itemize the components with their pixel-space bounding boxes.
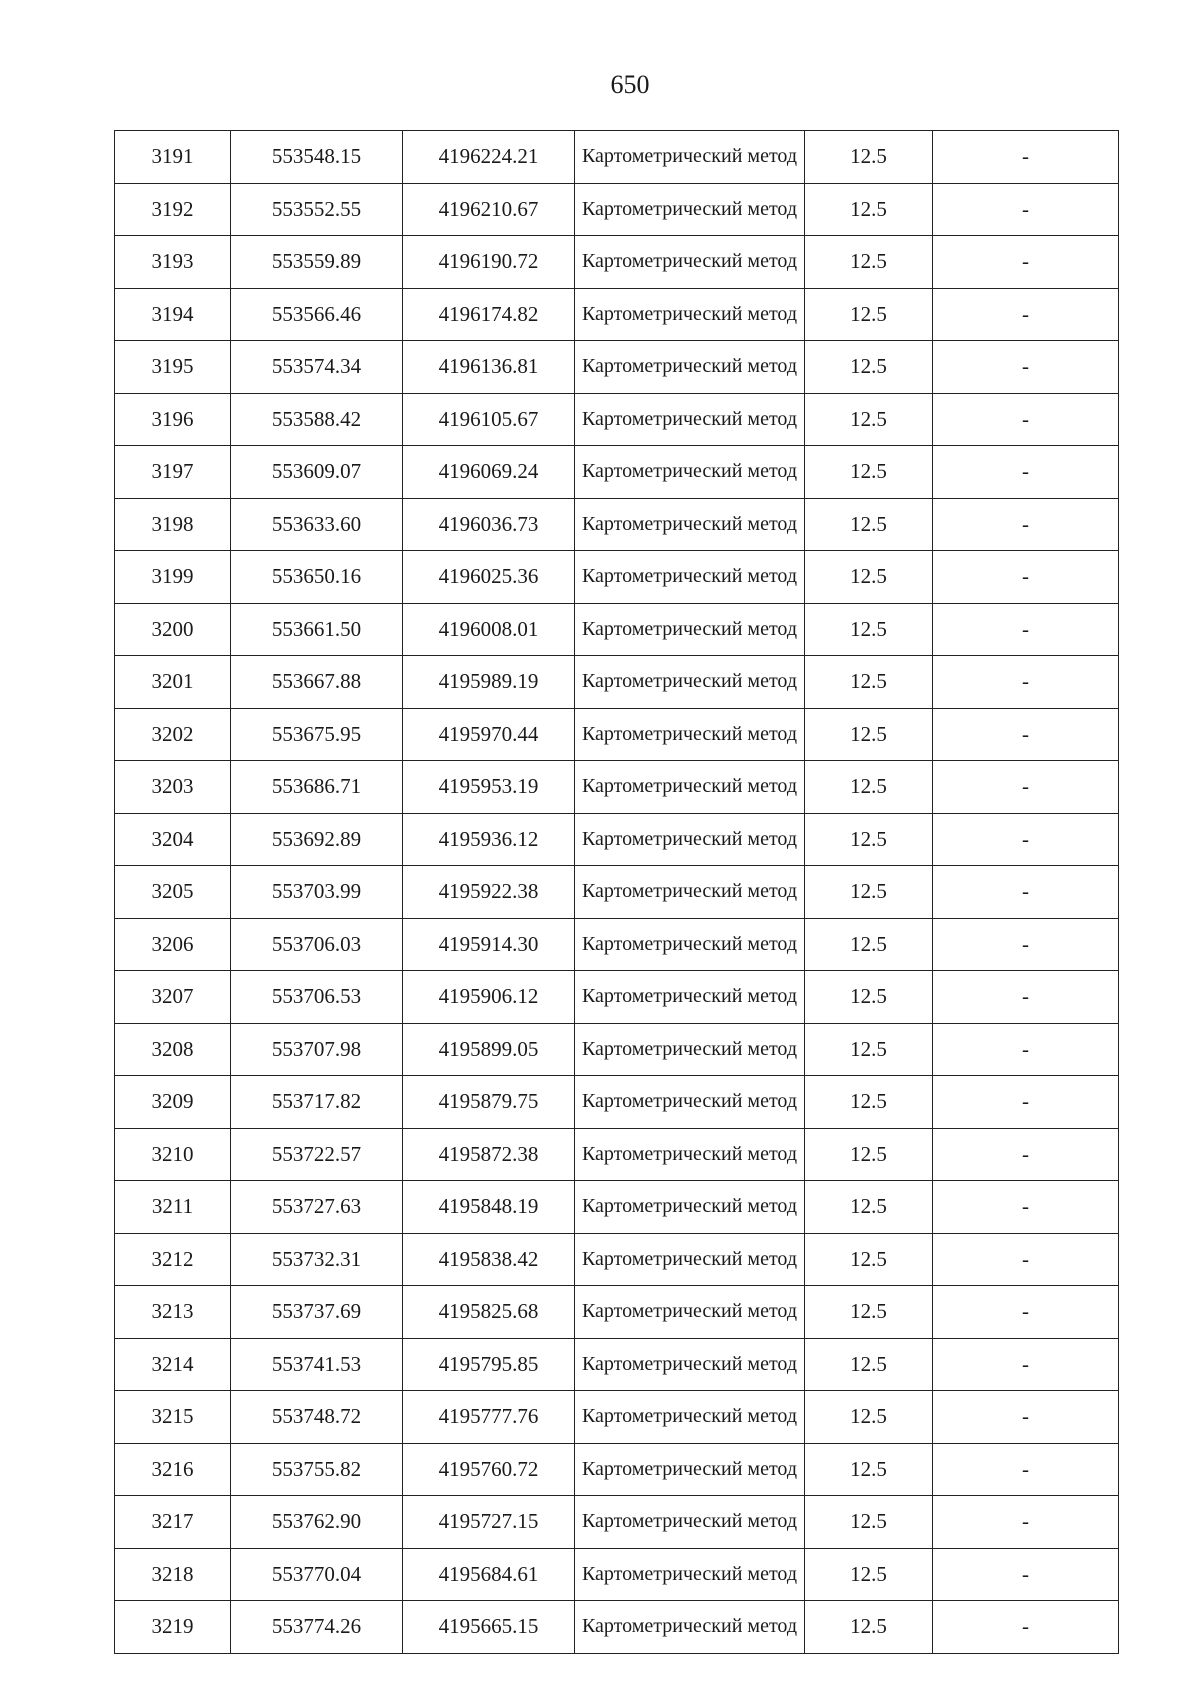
- method-cell: Картометрический метод: [575, 1076, 805, 1129]
- table-row: [115, 1391, 1119, 1444]
- point-number-cell: 3205: [115, 866, 231, 919]
- note-cell: -: [933, 1076, 1119, 1129]
- x-coordinate-cell: 553609.07: [231, 446, 403, 499]
- table-row: [115, 971, 1119, 1024]
- table-row: [115, 341, 1119, 394]
- table-row: [115, 656, 1119, 709]
- x-coordinate-cell: 553770.04: [231, 1548, 403, 1601]
- x-coordinate-cell: 553706.03: [231, 918, 403, 971]
- x-coordinate-cell: 553686.71: [231, 761, 403, 814]
- accuracy-cell: 12.5: [805, 131, 933, 184]
- y-coordinate-cell: 4196210.67: [403, 183, 575, 236]
- x-coordinate-cell: 553650.16: [231, 551, 403, 604]
- accuracy-cell: 12.5: [805, 1548, 933, 1601]
- x-coordinate-cell: 553667.88: [231, 656, 403, 709]
- y-coordinate-cell: 4195848.19: [403, 1181, 575, 1234]
- method-cell: Картометрический метод: [575, 1601, 805, 1654]
- y-coordinate-cell: 4195989.19: [403, 656, 575, 709]
- note-cell: -: [933, 603, 1119, 656]
- y-coordinate-cell: 4195795.85: [403, 1338, 575, 1391]
- x-coordinate-cell: 553706.53: [231, 971, 403, 1024]
- point-number-cell: 3203: [115, 761, 231, 814]
- method-cell: Картометрический метод: [575, 1548, 805, 1601]
- table-row: [115, 813, 1119, 866]
- y-coordinate-cell: 4195970.44: [403, 708, 575, 761]
- y-coordinate-cell: 4195872.38: [403, 1128, 575, 1181]
- point-number-cell: 3194: [115, 288, 231, 341]
- accuracy-cell: 12.5: [805, 918, 933, 971]
- table-row: [115, 1496, 1119, 1549]
- method-cell: Картометрический метод: [575, 866, 805, 919]
- note-cell: -: [933, 236, 1119, 289]
- y-coordinate-cell: 4195906.12: [403, 971, 575, 1024]
- y-coordinate-cell: 4196174.82: [403, 288, 575, 341]
- table-row: [115, 1128, 1119, 1181]
- note-cell: -: [933, 918, 1119, 971]
- accuracy-cell: 12.5: [805, 1181, 933, 1234]
- table-row: [115, 183, 1119, 236]
- point-number-cell: 3208: [115, 1023, 231, 1076]
- note-cell: -: [933, 1338, 1119, 1391]
- point-number-cell: 3198: [115, 498, 231, 551]
- note-cell: -: [933, 761, 1119, 814]
- table-row: [115, 761, 1119, 814]
- table-row: [115, 288, 1119, 341]
- x-coordinate-cell: 553741.53: [231, 1338, 403, 1391]
- coordinates-table: [114, 130, 1119, 1654]
- accuracy-cell: 12.5: [805, 1023, 933, 1076]
- note-cell: -: [933, 551, 1119, 604]
- accuracy-cell: 12.5: [805, 708, 933, 761]
- note-cell: -: [933, 183, 1119, 236]
- x-coordinate-cell: 553774.26: [231, 1601, 403, 1654]
- note-cell: -: [933, 1443, 1119, 1496]
- x-coordinate-cell: 553548.15: [231, 131, 403, 184]
- method-cell: Картометрический метод: [575, 761, 805, 814]
- table-row: [115, 918, 1119, 971]
- x-coordinate-cell: 553675.95: [231, 708, 403, 761]
- table-row: [115, 498, 1119, 551]
- table-body: [115, 131, 1119, 1654]
- x-coordinate-cell: 553722.57: [231, 1128, 403, 1181]
- method-cell: Картометрический метод: [575, 1286, 805, 1339]
- point-number-cell: 3201: [115, 656, 231, 709]
- table-row: [115, 551, 1119, 604]
- accuracy-cell: 12.5: [805, 341, 933, 394]
- accuracy-cell: 12.5: [805, 183, 933, 236]
- x-coordinate-cell: 553559.89: [231, 236, 403, 289]
- x-coordinate-cell: 553755.82: [231, 1443, 403, 1496]
- method-cell: Картометрический метод: [575, 1233, 805, 1286]
- point-number-cell: 3209: [115, 1076, 231, 1129]
- table-row: [115, 1338, 1119, 1391]
- y-coordinate-cell: 4195727.15: [403, 1496, 575, 1549]
- point-number-cell: 3200: [115, 603, 231, 656]
- method-cell: Картометрический метод: [575, 551, 805, 604]
- x-coordinate-cell: 553588.42: [231, 393, 403, 446]
- point-number-cell: 3191: [115, 131, 231, 184]
- method-cell: Картометрический метод: [575, 1023, 805, 1076]
- note-cell: -: [933, 813, 1119, 866]
- table-row: [115, 708, 1119, 761]
- y-coordinate-cell: 4196069.24: [403, 446, 575, 499]
- x-coordinate-cell: 553661.50: [231, 603, 403, 656]
- table-row: [115, 866, 1119, 919]
- y-coordinate-cell: 4195684.61: [403, 1548, 575, 1601]
- point-number-cell: 3204: [115, 813, 231, 866]
- point-number-cell: 3217: [115, 1496, 231, 1549]
- method-cell: Картометрический метод: [575, 288, 805, 341]
- point-number-cell: 3219: [115, 1601, 231, 1654]
- table-row: [115, 1286, 1119, 1339]
- y-coordinate-cell: 4196105.67: [403, 393, 575, 446]
- y-coordinate-cell: 4196224.21: [403, 131, 575, 184]
- x-coordinate-cell: 553727.63: [231, 1181, 403, 1234]
- y-coordinate-cell: 4195838.42: [403, 1233, 575, 1286]
- method-cell: Картометрический метод: [575, 918, 805, 971]
- table-row: [115, 446, 1119, 499]
- x-coordinate-cell: 553574.34: [231, 341, 403, 394]
- method-cell: Картометрический метод: [575, 1338, 805, 1391]
- table-row: [115, 131, 1119, 184]
- accuracy-cell: 12.5: [805, 1443, 933, 1496]
- accuracy-cell: 12.5: [805, 971, 933, 1024]
- point-number-cell: 3207: [115, 971, 231, 1024]
- note-cell: -: [933, 1496, 1119, 1549]
- note-cell: -: [933, 866, 1119, 919]
- accuracy-cell: 12.5: [805, 393, 933, 446]
- point-number-cell: 3210: [115, 1128, 231, 1181]
- accuracy-cell: 12.5: [805, 1601, 933, 1654]
- method-cell: Картометрический метод: [575, 1128, 805, 1181]
- method-cell: Картометрический метод: [575, 971, 805, 1024]
- accuracy-cell: 12.5: [805, 1338, 933, 1391]
- accuracy-cell: 12.5: [805, 1286, 933, 1339]
- table-row: [115, 1548, 1119, 1601]
- y-coordinate-cell: 4196025.36: [403, 551, 575, 604]
- accuracy-cell: 12.5: [805, 446, 933, 499]
- y-coordinate-cell: 4195777.76: [403, 1391, 575, 1444]
- point-number-cell: 3193: [115, 236, 231, 289]
- note-cell: -: [933, 1601, 1119, 1654]
- point-number-cell: 3215: [115, 1391, 231, 1444]
- point-number-cell: 3202: [115, 708, 231, 761]
- method-cell: Картометрический метод: [575, 393, 805, 446]
- y-coordinate-cell: 4196136.81: [403, 341, 575, 394]
- x-coordinate-cell: 553748.72: [231, 1391, 403, 1444]
- method-cell: Картометрический метод: [575, 656, 805, 709]
- note-cell: -: [933, 341, 1119, 394]
- accuracy-cell: 12.5: [805, 761, 933, 814]
- x-coordinate-cell: 553717.82: [231, 1076, 403, 1129]
- table-row: [115, 603, 1119, 656]
- accuracy-cell: 12.5: [805, 1391, 933, 1444]
- note-cell: -: [933, 1128, 1119, 1181]
- method-cell: Картометрический метод: [575, 813, 805, 866]
- table-row: [115, 1233, 1119, 1286]
- table-row: [115, 236, 1119, 289]
- note-cell: -: [933, 131, 1119, 184]
- point-number-cell: 3206: [115, 918, 231, 971]
- x-coordinate-cell: 553633.60: [231, 498, 403, 551]
- x-coordinate-cell: 553737.69: [231, 1286, 403, 1339]
- method-cell: Картометрический метод: [575, 1443, 805, 1496]
- note-cell: -: [933, 656, 1119, 709]
- y-coordinate-cell: 4195760.72: [403, 1443, 575, 1496]
- y-coordinate-cell: 4195879.75: [403, 1076, 575, 1129]
- table-row: [115, 1601, 1119, 1654]
- note-cell: -: [933, 1286, 1119, 1339]
- accuracy-cell: 12.5: [805, 656, 933, 709]
- accuracy-cell: 12.5: [805, 236, 933, 289]
- note-cell: -: [933, 971, 1119, 1024]
- x-coordinate-cell: 553552.55: [231, 183, 403, 236]
- y-coordinate-cell: 4195914.30: [403, 918, 575, 971]
- method-cell: Картометрический метод: [575, 446, 805, 499]
- method-cell: Картометрический метод: [575, 1181, 805, 1234]
- accuracy-cell: 12.5: [805, 288, 933, 341]
- method-cell: Картометрический метод: [575, 1496, 805, 1549]
- accuracy-cell: 12.5: [805, 1233, 933, 1286]
- accuracy-cell: 12.5: [805, 813, 933, 866]
- accuracy-cell: 12.5: [805, 603, 933, 656]
- table-row: [115, 1181, 1119, 1234]
- note-cell: -: [933, 498, 1119, 551]
- accuracy-cell: 12.5: [805, 498, 933, 551]
- point-number-cell: 3195: [115, 341, 231, 394]
- point-number-cell: 3197: [115, 446, 231, 499]
- note-cell: -: [933, 393, 1119, 446]
- y-coordinate-cell: 4196008.01: [403, 603, 575, 656]
- point-number-cell: 3212: [115, 1233, 231, 1286]
- y-coordinate-cell: 4196036.73: [403, 498, 575, 551]
- x-coordinate-cell: 553692.89: [231, 813, 403, 866]
- y-coordinate-cell: 4195936.12: [403, 813, 575, 866]
- note-cell: -: [933, 1023, 1119, 1076]
- table-row: [115, 1076, 1119, 1129]
- note-cell: -: [933, 446, 1119, 499]
- y-coordinate-cell: 4195899.05: [403, 1023, 575, 1076]
- accuracy-cell: 12.5: [805, 1128, 933, 1181]
- method-cell: Картометрический метод: [575, 183, 805, 236]
- y-coordinate-cell: 4196190.72: [403, 236, 575, 289]
- y-coordinate-cell: 4195953.19: [403, 761, 575, 814]
- accuracy-cell: 12.5: [805, 1076, 933, 1129]
- accuracy-cell: 12.5: [805, 551, 933, 604]
- point-number-cell: 3192: [115, 183, 231, 236]
- table-row: [115, 1023, 1119, 1076]
- note-cell: -: [933, 708, 1119, 761]
- method-cell: Картометрический метод: [575, 341, 805, 394]
- point-number-cell: 3196: [115, 393, 231, 446]
- note-cell: -: [933, 1181, 1119, 1234]
- note-cell: -: [933, 1391, 1119, 1444]
- point-number-cell: 3214: [115, 1338, 231, 1391]
- accuracy-cell: 12.5: [805, 1496, 933, 1549]
- y-coordinate-cell: 4195922.38: [403, 866, 575, 919]
- x-coordinate-cell: 553566.46: [231, 288, 403, 341]
- x-coordinate-cell: 553703.99: [231, 866, 403, 919]
- page-number: 650: [610, 70, 650, 99]
- method-cell: Картометрический метод: [575, 131, 805, 184]
- method-cell: Картометрический метод: [575, 1391, 805, 1444]
- note-cell: -: [933, 1548, 1119, 1601]
- method-cell: Картометрический метод: [575, 236, 805, 289]
- note-cell: -: [933, 288, 1119, 341]
- x-coordinate-cell: 553707.98: [231, 1023, 403, 1076]
- point-number-cell: 3211: [115, 1181, 231, 1234]
- point-number-cell: 3199: [115, 551, 231, 604]
- table-row: [115, 393, 1119, 446]
- y-coordinate-cell: 4195825.68: [403, 1286, 575, 1339]
- x-coordinate-cell: 553762.90: [231, 1496, 403, 1549]
- point-number-cell: 3216: [115, 1443, 231, 1496]
- point-number-cell: 3213: [115, 1286, 231, 1339]
- point-number-cell: 3218: [115, 1548, 231, 1601]
- method-cell: Картометрический метод: [575, 498, 805, 551]
- method-cell: Картометрический метод: [575, 603, 805, 656]
- method-cell: Картометрический метод: [575, 708, 805, 761]
- accuracy-cell: 12.5: [805, 866, 933, 919]
- note-cell: -: [933, 1233, 1119, 1286]
- x-coordinate-cell: 553732.31: [231, 1233, 403, 1286]
- y-coordinate-cell: 4195665.15: [403, 1601, 575, 1654]
- table-row: [115, 1443, 1119, 1496]
